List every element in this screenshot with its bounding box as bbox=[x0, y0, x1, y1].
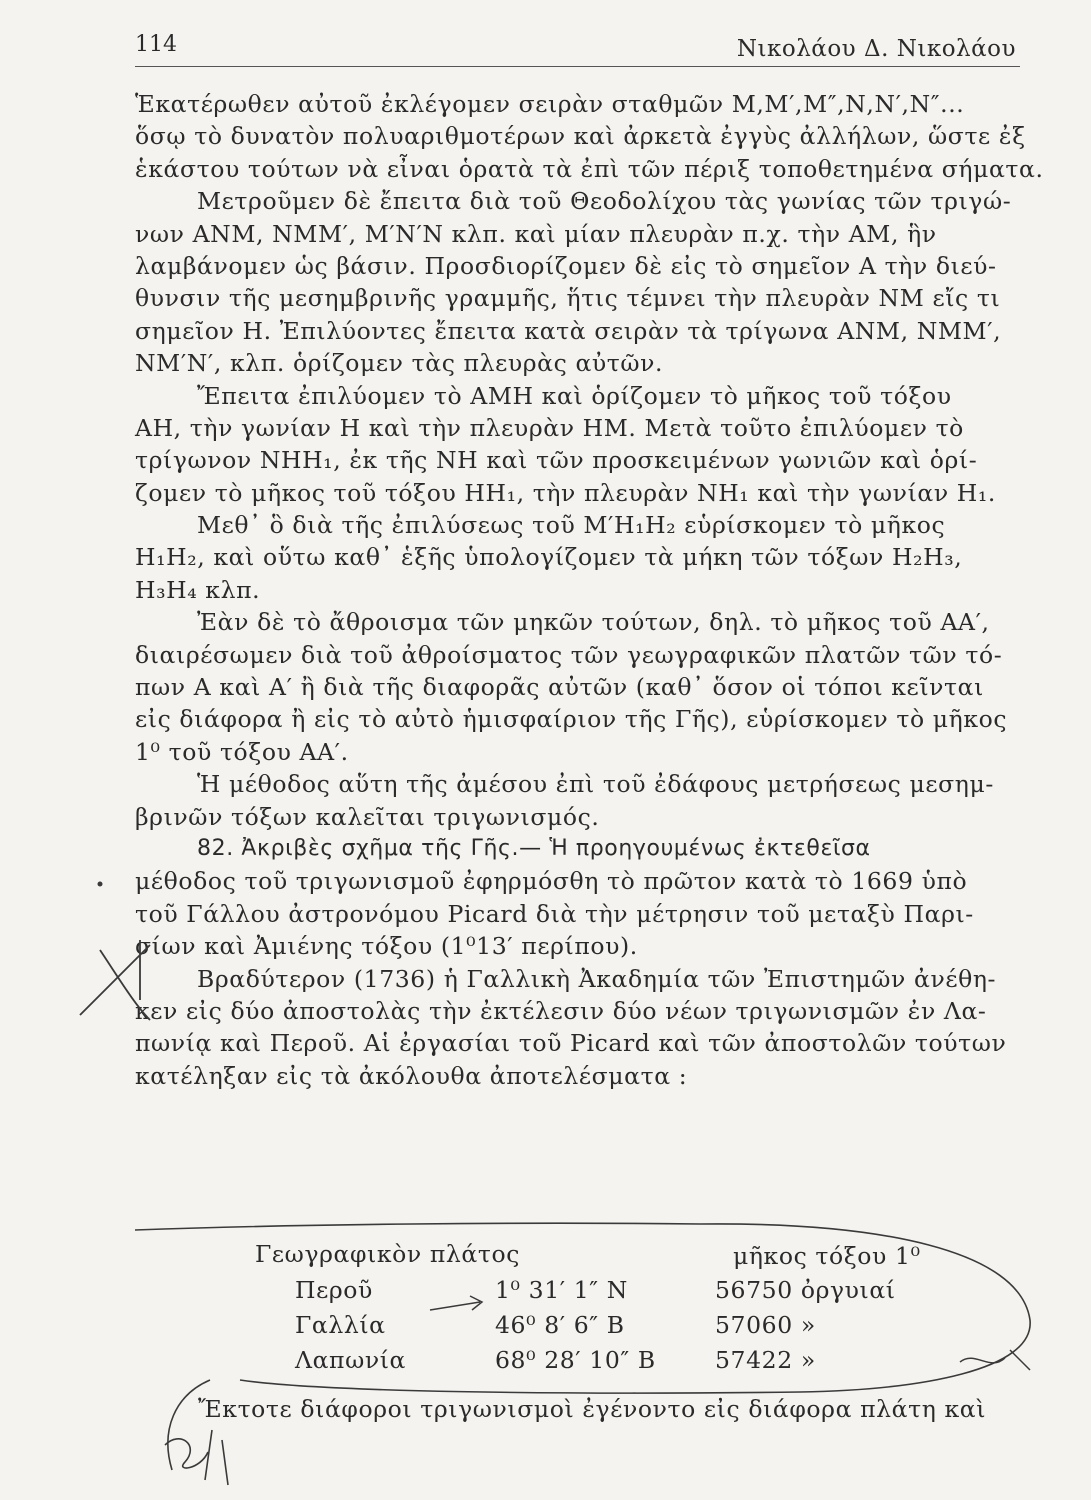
text-line: Βραδύτερον (1736) ἡ Γαλλικὴ Ἀκαδημία τῶν Ἐπιστημῶν ἀνέθη- bbox=[197, 964, 997, 993]
cell-latitude: 68⁰ 28′ 10″ Β bbox=[495, 1346, 656, 1374]
text-line: σημεῖον Η. Ἐπιλύοντες ἔπειτα κατὰ σειρὰν τὰ τρίγωνα ΑΝΜ, ΝΜΜ′, bbox=[135, 316, 1002, 345]
header-latitude: Γεωγραφικὸν πλάτος bbox=[255, 1240, 520, 1268]
pen-bracket-stroke bbox=[168, 1380, 210, 1470]
section-heading: 82. Ἀκριβὲς σχῆμα τῆς Γῆς.— Ἡ προηγουμένως ἐκτεθεῖσα bbox=[197, 835, 871, 861]
cell-latitude: 1⁰ 31′ 1″ Ν bbox=[495, 1276, 628, 1304]
text-line: ζομεν τὸ μῆκος τοῦ τόξου ΗΗ₁, τὴν πλευρὰν ΝΗ₁ καὶ τὴν γωνίαν Η₁. bbox=[135, 478, 996, 507]
text-line: θυνσιν τῆς μεσημβρινῆς γραμμῆς, ἥτις τέμνει τὴν πλευρὰν ΝΜ εἴς τι bbox=[135, 284, 1001, 313]
running-head: Νικολάου Δ. Νικολάου bbox=[736, 36, 1016, 62]
cell-arc-length: 57060 » bbox=[715, 1311, 816, 1339]
text-line: Η₁Η₂, καὶ οὕτω καθ᾽ ἑξῆς ὑπολογίζομεν τὰ μήκη τῶν τόξων Η₂Η₃, bbox=[135, 543, 963, 572]
cell-arc-length: 57422 » bbox=[715, 1346, 816, 1374]
text-line: τοῦ Γάλλου ἀστρονόμου Picard διὰ τὴν μέτρησιν τοῦ μεταξὺ Παρι- bbox=[135, 899, 974, 928]
cell-arc-length: 56750 ὀργυιαί bbox=[715, 1276, 896, 1304]
text-line: Ἑκατέρωθεν αὐτοῦ ἐκλέγομεν σειρὰν σταθμῶν Μ,Μ′,Μ″,Ν,Ν′,Ν″... bbox=[135, 90, 965, 118]
text-line: Ἡ μέθοδος αὕτη τῆς ἀμέσου ἐπὶ τοῦ ἐδάφους μετρήσεως μεσημ- bbox=[197, 770, 994, 799]
text-line: βρινῶν τόξων καλεῖται τριγωνισμός. bbox=[135, 802, 600, 831]
text-line: σίων καὶ Ἀμιένης τόξου (1⁰13′ περίπου). bbox=[135, 932, 638, 961]
text-line: 1⁰ τοῦ τόξου ΑΑ′. bbox=[135, 737, 349, 766]
cell-latitude: 46⁰ 8′ 6″ Β bbox=[495, 1311, 625, 1339]
text-line: διαιρέσωμεν διὰ τοῦ ἀθροίσματος τῶν γεωγραφικῶν πλατῶν τῶν τό- bbox=[135, 640, 1003, 669]
table-row bbox=[135, 1346, 1020, 1381]
cell-place: Γαλλία bbox=[295, 1311, 386, 1339]
text-line: ὅσῳ τὸ δυνατὸν πολυαριθμοτέρων καὶ ἀρκετὰ ἐγγὺς ἀλλήλων, ὥστε ἐξ bbox=[135, 122, 1026, 151]
results-table bbox=[135, 1240, 1020, 1381]
table-header bbox=[135, 1240, 1020, 1276]
text-line: τρίγωνον ΝΗΗ₁, ἐκ τῆς ΝΗ καὶ τῶν προσκειμένων γωνιῶν καὶ ὁρί- bbox=[135, 446, 978, 475]
text-line: Μεθ᾽ ὃ διὰ τῆς ἐπιλύσεως τοῦ Μ′Η₁Η₂ εὑρίσκομεν τὸ μῆκος bbox=[197, 511, 946, 540]
text-line: Ἔπειτα ἐπιλύομεν τὸ ΑΜΗ καὶ ὁρίζομεν τὸ μῆκος τοῦ τόξου bbox=[197, 381, 952, 410]
text-line: εἰς διάφορα ἢ εἰς τὸ αὐτὸ ἡμισφαίριον τῆς Γῆς), εὑρίσκομεν τὸ μῆκος bbox=[135, 705, 1008, 734]
pen-bottom-doodle bbox=[165, 1430, 228, 1485]
header-arc-length: μῆκος τόξου 1⁰ bbox=[733, 1242, 921, 1270]
text-line: ΑΗ, τὴν γωνίαν Η καὶ τὴν πλευρὰν ΗΜ. Μετὰ τοῦτο ἐπιλύομεν τὸ bbox=[135, 413, 964, 442]
text-line: κεν εἰς δύο ἀποστολὰς τὴν ἐκτέλεσιν δύο νέων τριγωνισμῶν ἐν Λα- bbox=[135, 996, 987, 1025]
text-line: πων Α καὶ Α′ ἢ διὰ τῆς διαφορᾶς αὐτῶν (καθ᾽ ὅσον οἱ τόποι κεῖνται bbox=[135, 673, 984, 702]
body-text bbox=[135, 88, 1044, 1092]
text-line: Η₃Η₄ κλπ. bbox=[135, 575, 261, 604]
table-row bbox=[135, 1311, 1020, 1346]
page-header bbox=[135, 28, 1020, 67]
page-number: 114 bbox=[135, 32, 177, 57]
text-line: μέθοδος τοῦ τριγωνισμοῦ ἐφηρμόσθη τὸ πρῶτον κατὰ τὸ 1669 ὑπὸ bbox=[135, 867, 968, 896]
text-line: Ἐὰν δὲ τὸ ἄθροισμα τῶν μηκῶν τούτων, δηλ. τὸ μῆκος τοῦ ΑΑ′, bbox=[197, 608, 990, 637]
pen-dot-mark bbox=[98, 882, 103, 887]
text-line: ἑκάστου τούτων νὰ εἶναι ὁρατὰ τὰ ἐπὶ τῶν πέριξ τοποθετημένα σήματα. bbox=[135, 154, 1044, 183]
cell-place: Λαπωνία bbox=[295, 1346, 407, 1374]
pen-underline-stroke bbox=[135, 1223, 700, 1230]
text-line: κατέληξαν εἰς τὰ ἀκόλουθα ἀποτελέσματα : bbox=[135, 1061, 688, 1090]
text-line: νων ΑΝΜ, ΝΜΜ′, Μ′Ν′Ν κλπ. καὶ μίαν πλευρὰν π.χ. τὴν ΑΜ, ἣν bbox=[135, 219, 937, 248]
text-line: Ἔκτοτε διάφοροι τριγωνισμοὶ ἐγένοντο εἰς διάφορα πλάτη καὶ bbox=[198, 1395, 987, 1423]
table-row bbox=[135, 1276, 1020, 1311]
text-line: ΝΜ′Ν′, κλπ. ὁρίζομεν τὰς πλευρὰς αὐτῶν. bbox=[135, 349, 664, 378]
text-line: λαμβάνομεν ὡς βάσιν. Προσδιορίζομεν δὲ εἰς τὸ σημεῖον Α τὴν διεύ- bbox=[135, 251, 997, 280]
cell-place: Περοῦ bbox=[295, 1276, 373, 1304]
text-line: Μετροῦμεν δὲ ἔπειτα διὰ τοῦ Θεοδολίχου τὰς γωνίας τῶν τριγώ- bbox=[197, 187, 1012, 216]
text-line: πωνίᾳ καὶ Περοῦ. Αἱ ἐργασίαι τοῦ Picard καὶ τῶν ἀποστολῶν τούτων bbox=[135, 1029, 1007, 1058]
